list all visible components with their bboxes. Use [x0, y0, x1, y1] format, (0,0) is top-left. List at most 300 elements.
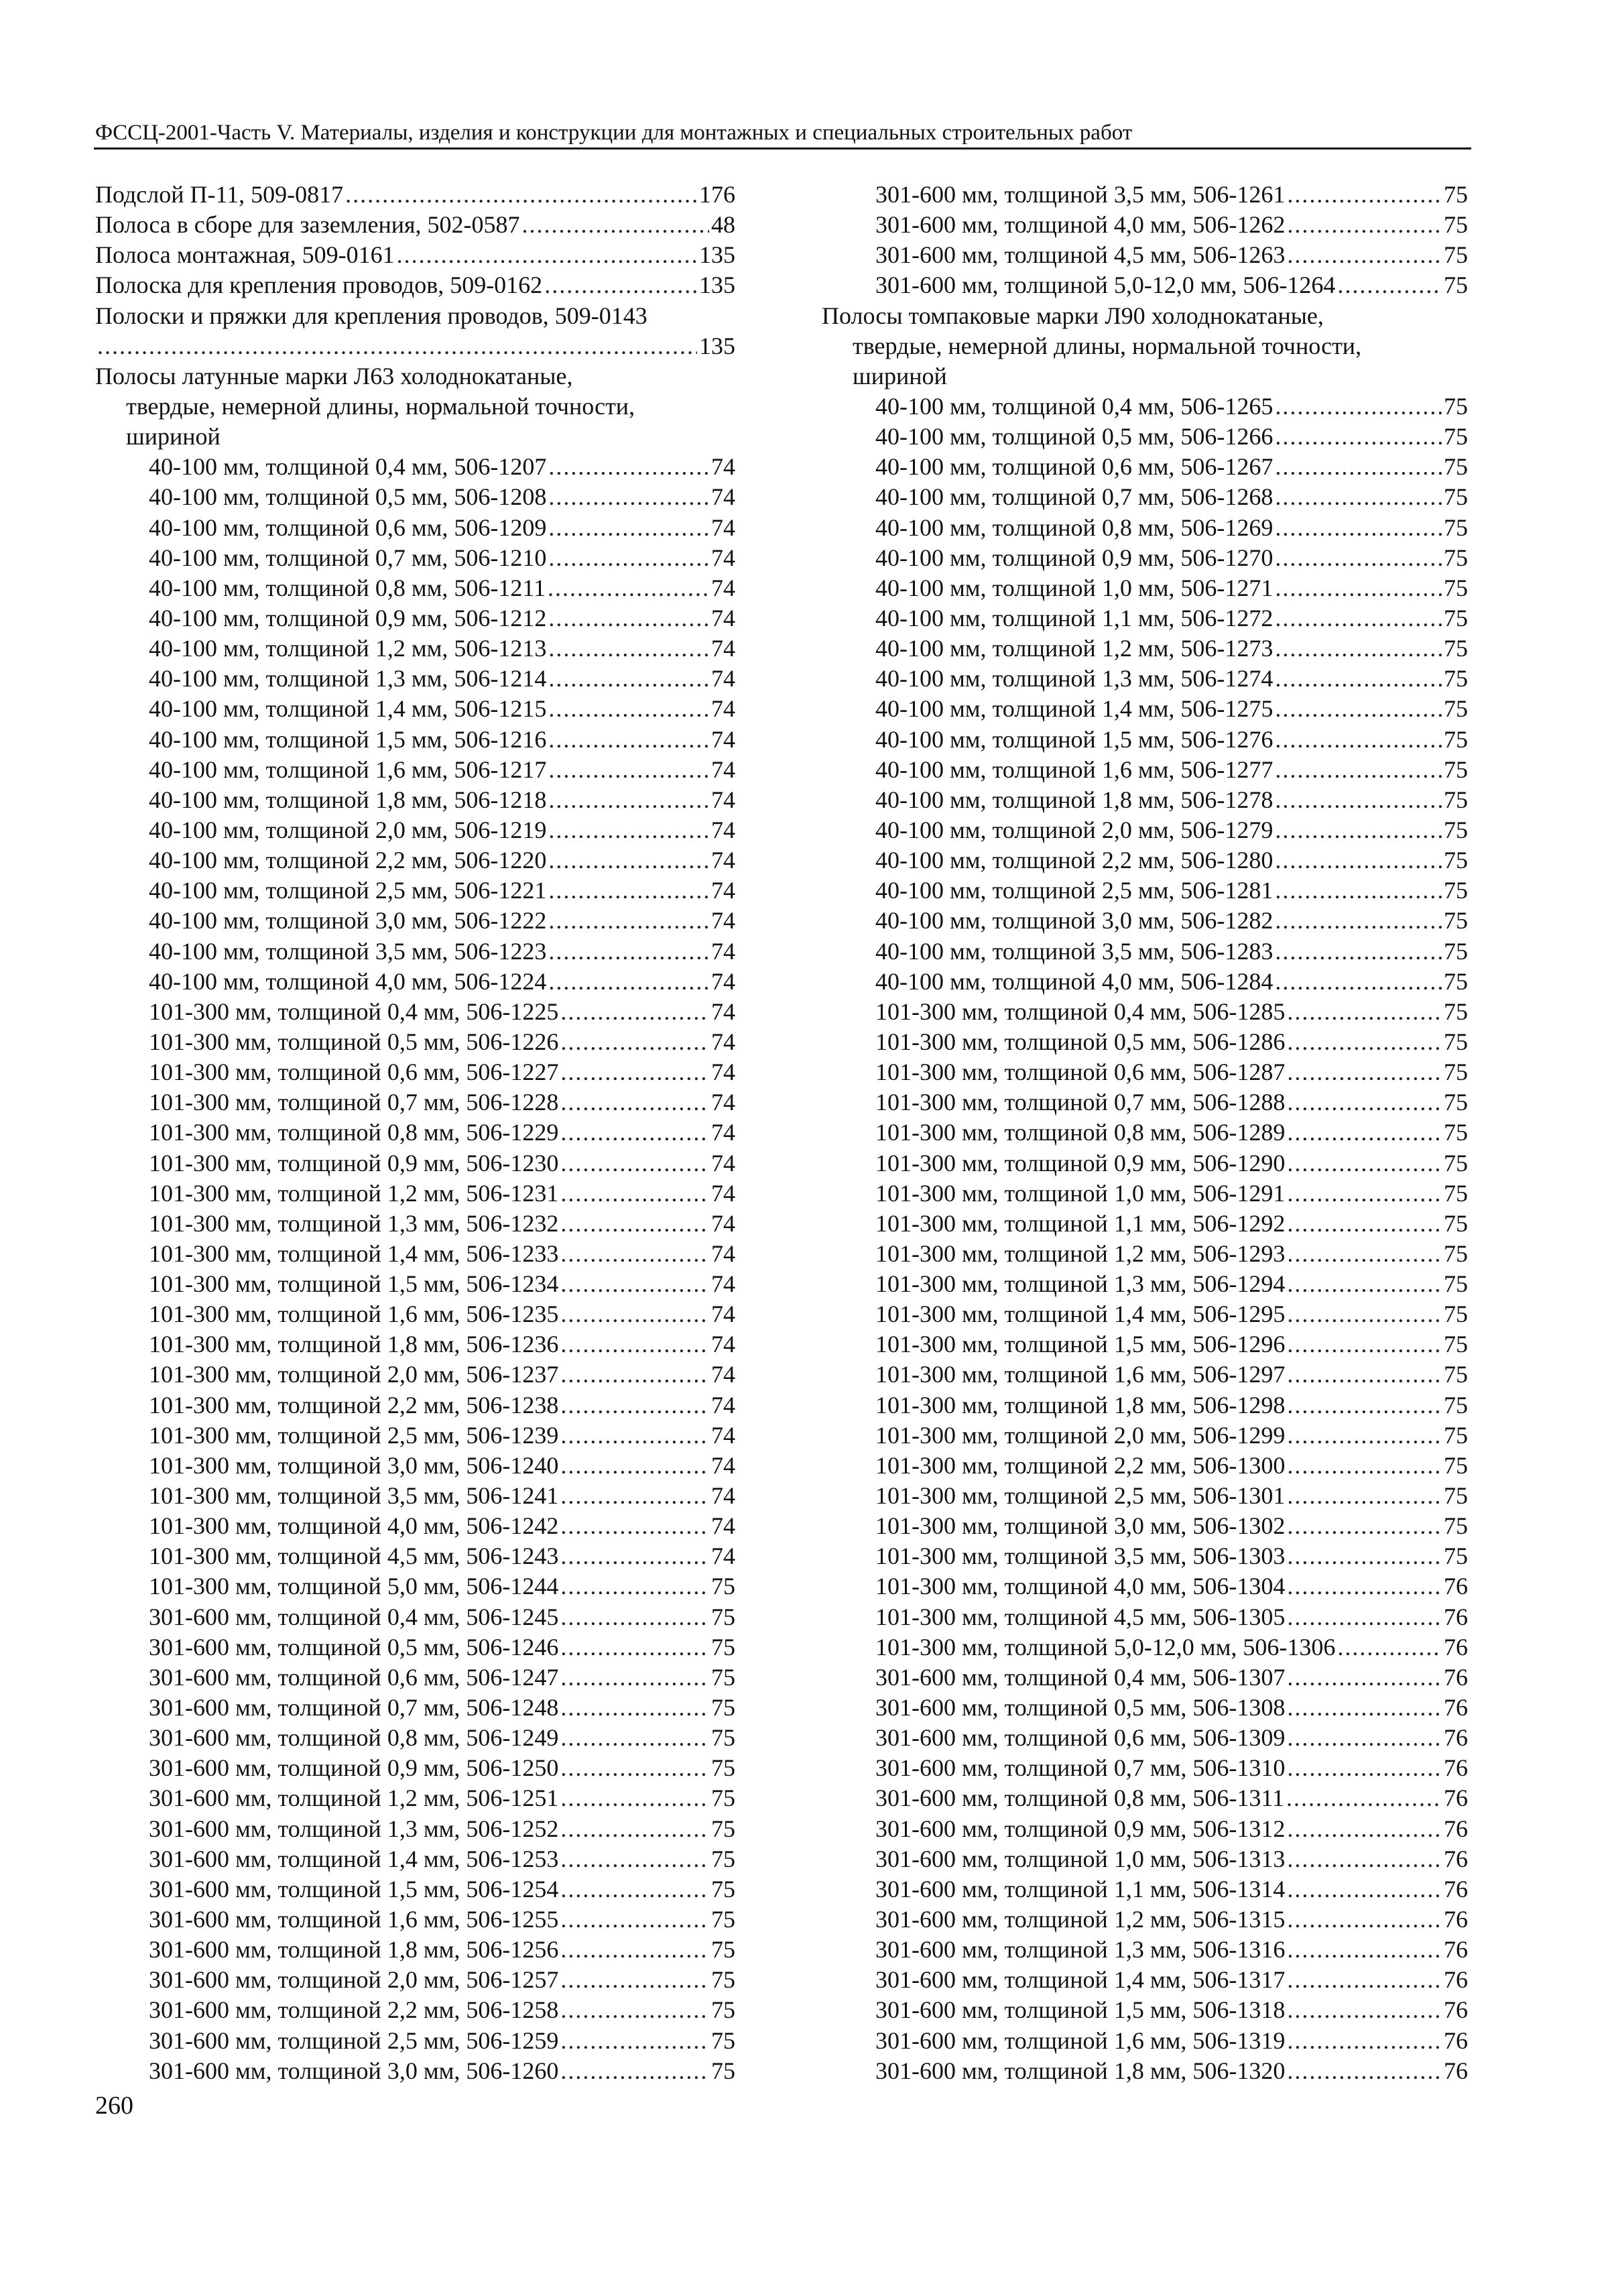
- index-entry: [95, 1360, 735, 1390]
- dot-leader: [1275, 936, 1442, 967]
- entry-text: 101-300 мм, толщиной 0,7 мм, 506-1288: [875, 1089, 1286, 1116]
- entry-page: 75: [1444, 211, 1468, 239]
- index-entry: [822, 1390, 1468, 1421]
- entry-text: 301-600 мм, толщиной 0,7 мм, 506-1310: [875, 1754, 1286, 1782]
- index-entry: [95, 482, 735, 512]
- entry-text: Полоска для крепления проводов, 509-0162: [95, 271, 543, 299]
- index-entry: [822, 452, 1468, 482]
- entry-page: 76: [1444, 1633, 1468, 1660]
- entry-page: 74: [711, 604, 735, 631]
- entry-text: 301-600 мм, толщиной 1,0 мм, 506-1313: [875, 1845, 1286, 1872]
- entry-page: 75: [1444, 423, 1468, 450]
- index-entry: [822, 664, 1468, 694]
- entry-page: 76: [1444, 1996, 1468, 2024]
- dot-leader: [560, 1541, 709, 1571]
- entry-page: 74: [711, 1059, 735, 1086]
- entry-text: 301-600 мм, толщиной 1,2 мм, 506-1251: [149, 1785, 559, 1812]
- dot-leader: [1275, 875, 1442, 906]
- dot-leader: [1275, 482, 1442, 512]
- entry-page: 75: [1444, 967, 1468, 995]
- entry-page: 76: [1444, 1906, 1468, 1933]
- index-entry: [822, 543, 1468, 573]
- dot-leader: [548, 906, 709, 936]
- index-entry: [822, 1541, 1468, 1571]
- dot-leader: [560, 1693, 709, 1723]
- entry-text: 101-300 мм, толщиной 0,9 мм, 506-1290: [875, 1149, 1286, 1176]
- index-entry: [95, 1117, 735, 1148]
- entry-page: 75: [1444, 907, 1468, 934]
- entry-page: 75: [1444, 1209, 1468, 1237]
- dot-leader: [1287, 1481, 1442, 1511]
- index-entry: [822, 270, 1468, 300]
- entry-page: 75: [711, 1694, 735, 1721]
- entry-page: 76: [1444, 1724, 1468, 1752]
- index-entry: [95, 1965, 735, 1995]
- index-entry: [95, 1753, 735, 1783]
- index-entry: [822, 210, 1468, 240]
- dot-leader: [1287, 1935, 1442, 1965]
- dot-leader: [1287, 180, 1442, 210]
- entry-text: 301-600 мм, толщиной 0,5 мм, 506-1246: [149, 1633, 559, 1660]
- dot-leader: [1287, 1995, 1442, 2025]
- dot-leader: [560, 1995, 709, 2025]
- dot-leader: [1287, 1209, 1442, 1239]
- entry-page: 74: [711, 544, 735, 571]
- entry-text: 40-100 мм, толщиной 0,4 мм, 506-1207: [149, 453, 547, 481]
- entry-page: 48: [711, 211, 735, 239]
- entry-text: 40-100 мм, толщиной 1,5 мм, 506-1216: [149, 725, 547, 753]
- entry-text: 40-100 мм, толщиной 0,7 мм, 506-1268: [875, 483, 1274, 511]
- entry-page: 75: [1444, 1028, 1468, 1055]
- index-entry: [822, 906, 1468, 936]
- entry-text: 40-100 мм, толщиной 0,6 мм, 506-1209: [149, 513, 547, 541]
- entry-text: 301-600 мм, толщиной 5,0-12,0 мм, 506-1264: [875, 271, 1336, 299]
- dot-leader: [1287, 2026, 1442, 2056]
- index-entry: [822, 1451, 1468, 1481]
- dot-leader: [1275, 694, 1442, 724]
- dot-leader: [560, 1905, 709, 1935]
- index-entry: [95, 875, 735, 906]
- entry-page: 75: [1444, 1240, 1468, 1267]
- entry-page: 75: [1444, 786, 1468, 813]
- index-entry: [822, 1935, 1468, 1965]
- entry-text: 101-300 мм, толщиной 5,0-12,0 мм, 506-1306: [875, 1633, 1336, 1660]
- entry-page: 74: [711, 847, 735, 874]
- entry-page: 75: [711, 2027, 735, 2054]
- entry-text: 101-300 мм, толщиной 0,8 мм, 506-1289: [875, 1119, 1286, 1146]
- entry-page: 74: [711, 907, 735, 934]
- entry-page: 74: [711, 665, 735, 692]
- dot-leader: [1287, 210, 1442, 240]
- entry-text: 40-100 мм, толщиной 0,5 мм, 506-1208: [149, 483, 547, 511]
- index-entry: [95, 1511, 735, 1541]
- dot-leader: [560, 1935, 709, 1965]
- entry-text: 40-100 мм, толщиной 1,6 мм, 506-1217: [149, 756, 547, 783]
- entry-text: 301-600 мм, толщиной 0,4 мм, 506-1307: [875, 1663, 1286, 1691]
- index-entry: [822, 785, 1468, 815]
- entry-page: 74: [711, 1482, 735, 1510]
- entry-page: 76: [1444, 2027, 1468, 2054]
- entry-text: 101-300 мм, толщиной 5,0 мм, 506-1244: [149, 1573, 559, 1600]
- dot-leader: [548, 513, 709, 543]
- dot-leader: [1337, 270, 1442, 300]
- dot-leader: [560, 1753, 709, 1783]
- index-entry: [822, 1753, 1468, 1783]
- entry-text: 301-600 мм, толщиной 3,5 мм, 506-1261: [875, 181, 1286, 208]
- entry-page: 75: [1444, 544, 1468, 571]
- entry-text: Полосы томпаковые марки Л90 холоднокатаные,: [822, 302, 1324, 329]
- index-entry: [95, 1269, 735, 1299]
- entry-text: 101-300 мм, толщиной 1,6 мм, 506-1297: [875, 1361, 1286, 1388]
- entry-page: 76: [1444, 1573, 1468, 1600]
- dot-leader: [560, 1057, 709, 1087]
- entry-page: 75: [1444, 756, 1468, 783]
- entry-text: 40-100 мм, толщиной 2,5 мм, 506-1221: [149, 877, 547, 904]
- index-entry: [95, 331, 735, 361]
- dot-leader: [560, 1632, 709, 1663]
- index-entry: [95, 633, 735, 664]
- entry-text: 101-300 мм, толщиной 1,2 мм, 506-1293: [875, 1240, 1286, 1267]
- index-entry: [822, 1693, 1468, 1723]
- index-entry: [822, 1632, 1468, 1663]
- entry-page: 74: [711, 1512, 735, 1540]
- entry-page: 74: [711, 1451, 735, 1479]
- entry-page: 75: [1444, 604, 1468, 631]
- dot-leader: [548, 815, 709, 845]
- index-entry: [95, 906, 735, 936]
- entry-text: 40-100 мм, толщиной 4,0 мм, 506-1284: [875, 967, 1274, 995]
- index-entry: [822, 1723, 1468, 1753]
- index-entry: [822, 936, 1468, 967]
- index-entry: [95, 1179, 735, 1209]
- entry-page: 75: [1444, 1482, 1468, 1510]
- entry-text: 101-300 мм, толщиной 1,3 мм, 506-1294: [875, 1270, 1286, 1298]
- index-entry: [95, 270, 735, 300]
- index-entry: [822, 1511, 1468, 1541]
- entry-page: 75: [1444, 181, 1468, 208]
- dot-leader: [1275, 391, 1442, 422]
- index-entry: [95, 391, 735, 422]
- index-entry: [822, 301, 1468, 331]
- entry-text: 40-100 мм, толщиной 0,7 мм, 506-1210: [149, 544, 547, 571]
- index-entry: [822, 875, 1468, 906]
- index-entry: [95, 1723, 735, 1753]
- entry-text: 301-600 мм, толщиной 1,5 мм, 506-1254: [149, 1875, 559, 1902]
- entry-page: 75: [711, 1966, 735, 1994]
- entry-page: 75: [711, 1815, 735, 1842]
- entry-text: 101-300 мм, толщиной 0,5 мм, 506-1286: [875, 1028, 1286, 1055]
- entry-text: 40-100 мм, толщиной 1,1 мм, 506-1272: [875, 604, 1274, 631]
- index-entry: [95, 1299, 735, 1329]
- dot-leader: [1287, 1753, 1442, 1783]
- index-entry: [95, 1995, 735, 2025]
- entry-text: 40-100 мм, толщиной 1,3 мм, 506-1274: [875, 665, 1274, 692]
- index-entry: [95, 1027, 735, 1057]
- entry-text: 40-100 мм, толщиной 3,0 мм, 506-1222: [149, 907, 547, 934]
- entry-text: 101-300 мм, толщиной 2,0 мм, 506-1299: [875, 1421, 1286, 1449]
- entry-page: 74: [711, 756, 735, 783]
- dot-leader: [548, 875, 709, 906]
- dot-leader: [548, 725, 709, 755]
- index-entry: [822, 422, 1468, 452]
- dot-leader: [1275, 967, 1442, 997]
- entry-page: 74: [711, 998, 735, 1025]
- index-entry: [822, 1602, 1468, 1632]
- entry-page: 75: [1444, 483, 1468, 511]
- index-entry: [822, 967, 1468, 997]
- entry-text: 101-300 мм, толщиной 4,0 мм, 506-1304: [875, 1573, 1286, 1600]
- entry-page: 74: [711, 1119, 735, 1146]
- entry-text: 101-300 мм, толщиной 1,8 мм, 506-1236: [149, 1331, 559, 1358]
- entry-text: 40-100 мм, толщиной 0,9 мм, 506-1270: [875, 544, 1274, 571]
- index-entry: [822, 1269, 1468, 1299]
- index-entry: [822, 997, 1468, 1027]
- index-entry: [95, 1602, 735, 1632]
- entry-page: 75: [1444, 271, 1468, 299]
- entry-text: 101-300 мм, толщиной 2,5 мм, 506-1301: [875, 1482, 1286, 1510]
- index-entry: [95, 1632, 735, 1663]
- index-entry: [95, 1239, 735, 1269]
- entry-page: 74: [711, 1240, 735, 1267]
- entry-text: 301-600 мм, толщиной 0,8 мм, 506-1249: [149, 1724, 559, 1752]
- index-entry: [822, 1027, 1468, 1057]
- dot-leader: [1275, 513, 1442, 543]
- dot-leader: [1287, 1663, 1442, 1693]
- entry-text: 301-600 мм, толщиной 0,5 мм, 506-1308: [875, 1694, 1286, 1721]
- entry-text: 101-300 мм, толщиной 0,6 мм, 506-1227: [149, 1059, 559, 1086]
- index-entry: [95, 210, 735, 240]
- entry-text: Полоски и пряжки для крепления проводов, 509-0143: [95, 302, 647, 329]
- dot-leader: [1287, 1693, 1442, 1723]
- entry-text: 40-100 мм, толщиной 3,5 мм, 506-1283: [875, 937, 1274, 965]
- entry-text: 40-100 мм, толщиной 1,3 мм, 506-1214: [149, 665, 547, 692]
- dot-leader: [1287, 1027, 1442, 1057]
- dot-leader: [1287, 1269, 1442, 1299]
- entry-text: 101-300 мм, толщиной 1,0 мм, 506-1291: [875, 1179, 1286, 1207]
- entry-text: 40-100 мм, толщиной 1,2 мм, 506-1273: [875, 635, 1274, 662]
- dot-leader: [560, 1421, 709, 1451]
- entry-text: 101-300 мм, толщиной 0,6 мм, 506-1287: [875, 1059, 1286, 1086]
- entry-text: 301-600 мм, толщиной 1,8 мм, 506-1320: [875, 2057, 1286, 2084]
- dot-leader: [560, 1451, 709, 1481]
- dot-leader: [1287, 1723, 1442, 1753]
- index-entry: [822, 1329, 1468, 1360]
- dot-leader: [548, 755, 709, 785]
- dot-leader: [560, 997, 709, 1027]
- entry-text: 301-600 мм, толщиной 0,8 мм, 506-1311: [875, 1785, 1285, 1812]
- entry-text: шириной: [126, 423, 221, 450]
- index-entry: [822, 1965, 1468, 1995]
- index-entry: [95, 725, 735, 755]
- entry-text: Подслой П-11, 509-0817: [95, 181, 344, 208]
- dot-leader: [560, 1965, 709, 1995]
- dot-leader: [548, 482, 709, 512]
- entry-page: 76: [1444, 1785, 1468, 1812]
- entry-page: 74: [711, 513, 735, 541]
- index-entry: [95, 1663, 735, 1693]
- index-entry: [822, 1905, 1468, 1935]
- index-column-right: [822, 180, 1468, 2086]
- index-entry: [95, 845, 735, 875]
- entry-text: 40-100 мм, толщиной 1,5 мм, 506-1276: [875, 725, 1274, 753]
- entry-page: 76: [1444, 1875, 1468, 1902]
- index-entry: [822, 1783, 1468, 1813]
- entry-text: 40-100 мм, толщиной 1,4 мм, 506-1275: [875, 695, 1274, 723]
- entry-text: 101-300 мм, толщиной 2,5 мм, 506-1239: [149, 1421, 559, 1449]
- entry-page: 74: [711, 725, 735, 753]
- entry-page: 75: [1444, 695, 1468, 723]
- entry-text: 301-600 мм, толщиной 1,6 мм, 506-1255: [149, 1906, 559, 1933]
- dot-leader: [1287, 1451, 1442, 1481]
- dot-leader: [560, 1027, 709, 1057]
- dot-leader: [548, 633, 709, 664]
- entry-text: 40-100 мм, толщиной 1,0 мм, 506-1271: [875, 574, 1274, 601]
- entry-page: 74: [711, 877, 735, 904]
- index-entry: [95, 815, 735, 845]
- entry-page: 75: [1444, 1543, 1468, 1570]
- index-entry: [95, 2026, 735, 2056]
- index-entry: [822, 240, 1468, 270]
- entry-text: 101-300 мм, толщиной 0,7 мм, 506-1228: [149, 1089, 559, 1116]
- dot-leader: [560, 1179, 709, 1209]
- entry-text: 301-600 мм, толщиной 1,4 мм, 506-1317: [875, 1966, 1286, 1994]
- index-entry: [95, 936, 735, 967]
- entry-text: 40-100 мм, толщиной 1,8 мм, 506-1218: [149, 786, 547, 813]
- entry-text: 101-300 мм, толщиной 3,0 мм, 506-1302: [875, 1512, 1286, 1540]
- entry-text: 40-100 мм, толщиной 1,2 мм, 506-1213: [149, 635, 547, 662]
- dot-leader: [548, 936, 709, 967]
- entry-text: 301-600 мм, толщиной 1,8 мм, 506-1256: [149, 1936, 559, 1963]
- entry-page: 74: [711, 1209, 735, 1237]
- index-entry: [95, 1451, 735, 1481]
- index-entry: [822, 2026, 1468, 2056]
- index-entry: [822, 1814, 1468, 1844]
- entry-text: 301-600 мм, толщиной 1,1 мм, 506-1314: [875, 1875, 1286, 1902]
- entry-text: 101-300 мм, толщиной 2,2 мм, 506-1300: [875, 1451, 1286, 1479]
- index-entry: [95, 603, 735, 633]
- dot-leader: [560, 1511, 709, 1541]
- entry-text: 301-600 мм, толщиной 1,4 мм, 506-1253: [149, 1845, 559, 1872]
- entry-text: 101-300 мм, толщиной 0,4 мм, 506-1225: [149, 998, 559, 1025]
- dot-leader: [548, 785, 709, 815]
- entry-page: 75: [1444, 453, 1468, 481]
- entry-page: 75: [1444, 1421, 1468, 1449]
- entry-text: 40-100 мм, толщиной 3,5 мм, 506-1223: [149, 937, 547, 965]
- entry-text: Полоса в сборе для заземления, 502-0587: [95, 211, 520, 239]
- index-entry: [822, 1360, 1468, 1390]
- entry-text: 101-300 мм, толщиной 3,0 мм, 506-1240: [149, 1451, 559, 1479]
- index-entry: [822, 391, 1468, 422]
- entry-page: 76: [1444, 1603, 1468, 1630]
- index-entry: [95, 1148, 735, 1179]
- entry-text: 301-600 мм, толщиной 0,6 мм, 506-1247: [149, 1663, 559, 1691]
- entry-text: 301-600 мм, толщиной 0,6 мм, 506-1309: [875, 1724, 1286, 1752]
- entry-page: 135: [699, 241, 735, 269]
- index-entry: [822, 513, 1468, 543]
- entry-page: 75: [711, 2057, 735, 2084]
- index-entry: [822, 573, 1468, 603]
- entry-page: 75: [1444, 816, 1468, 843]
- dot-leader: [522, 210, 709, 240]
- dot-leader: [1275, 725, 1442, 755]
- entry-text: 101-300 мм, толщиной 2,0 мм, 506-1237: [149, 1361, 559, 1388]
- dot-leader: [1287, 1905, 1442, 1935]
- index-entry: [822, 1087, 1468, 1117]
- dot-leader: [1287, 1299, 1442, 1329]
- entry-page: 74: [711, 1391, 735, 1418]
- index-entry: [822, 361, 1468, 391]
- index-entry: [822, 180, 1468, 210]
- entry-page: 74: [711, 1089, 735, 1116]
- dot-leader: [1287, 2056, 1442, 2086]
- index-entry: [95, 573, 735, 603]
- entry-text: 40-100 мм, толщиной 4,0 мм, 506-1224: [149, 967, 547, 995]
- dot-leader: [560, 2026, 709, 2056]
- entry-text: Полоса монтажная, 509-0161: [95, 241, 395, 269]
- entry-page: 74: [711, 786, 735, 813]
- index-entry: [95, 1421, 735, 1451]
- dot-leader: [1287, 1844, 1442, 1874]
- entry-page: 75: [711, 1785, 735, 1812]
- entry-text: 101-300 мм, толщиной 1,5 мм, 506-1296: [875, 1331, 1286, 1358]
- entry-text: 301-600 мм, толщиной 3,0 мм, 506-1260: [149, 2057, 559, 2084]
- entry-text: 40-100 мм, толщиной 2,0 мм, 506-1279: [875, 816, 1274, 843]
- entry-text: 301-600 мм, толщиной 0,7 мм, 506-1248: [149, 1694, 559, 1721]
- index-entry: [822, 1874, 1468, 1905]
- entry-page: 75: [1444, 1301, 1468, 1328]
- dot-leader: [1287, 1057, 1442, 1087]
- index-entry: [95, 1541, 735, 1571]
- entry-text: 301-600 мм, толщиной 2,0 мм, 506-1257: [149, 1966, 559, 1994]
- entry-text: 301-600 мм, толщиной 0,9 мм, 506-1250: [149, 1754, 559, 1782]
- entry-page: 74: [711, 816, 735, 843]
- dot-leader: [1287, 997, 1442, 1027]
- entry-text: 101-300 мм, толщиной 1,4 мм, 506-1295: [875, 1301, 1286, 1328]
- index-entry: [822, 815, 1468, 845]
- dot-leader: [1275, 452, 1442, 482]
- index-entry: [95, 1209, 735, 1239]
- dot-leader: [560, 1117, 709, 1148]
- index-entry: [95, 2056, 735, 2086]
- entry-text: 301-600 мм, толщиной 2,2 мм, 506-1258: [149, 1996, 559, 2024]
- index-entry: [95, 543, 735, 573]
- index-entry: [822, 1663, 1468, 1693]
- entry-text: Полосы латунные марки Л63 холоднокатаные,: [95, 362, 573, 389]
- index-entry: [95, 694, 735, 724]
- dot-leader: [1287, 240, 1442, 270]
- entry-page: 75: [1444, 1149, 1468, 1176]
- entry-page: 74: [711, 453, 735, 481]
- entry-page: 75: [711, 1996, 735, 2024]
- index-entry: [822, 1421, 1468, 1451]
- dot-leader: [1287, 1602, 1442, 1632]
- index-entry: [822, 1117, 1468, 1148]
- index-entry: [822, 603, 1468, 633]
- index-entry: [95, 755, 735, 785]
- entry-page: 76: [1444, 2057, 1468, 2084]
- entry-page: 75: [1444, 1119, 1468, 1146]
- entry-page: 76: [1444, 1966, 1468, 1994]
- dot-leader: [1287, 1360, 1442, 1390]
- entry-text: 40-100 мм, толщиной 1,6 мм, 506-1277: [875, 756, 1274, 783]
- dot-leader: [1275, 543, 1442, 573]
- dot-leader: [548, 664, 709, 694]
- index-entry: [822, 1481, 1468, 1511]
- entry-text: 101-300 мм, толщиной 1,4 мм, 506-1233: [149, 1240, 559, 1267]
- dot-leader: [1275, 573, 1442, 603]
- entry-text: 101-300 мм, толщиной 4,5 мм, 506-1243: [149, 1543, 559, 1570]
- entry-text: 101-300 мм, толщиной 1,2 мм, 506-1231: [149, 1179, 559, 1207]
